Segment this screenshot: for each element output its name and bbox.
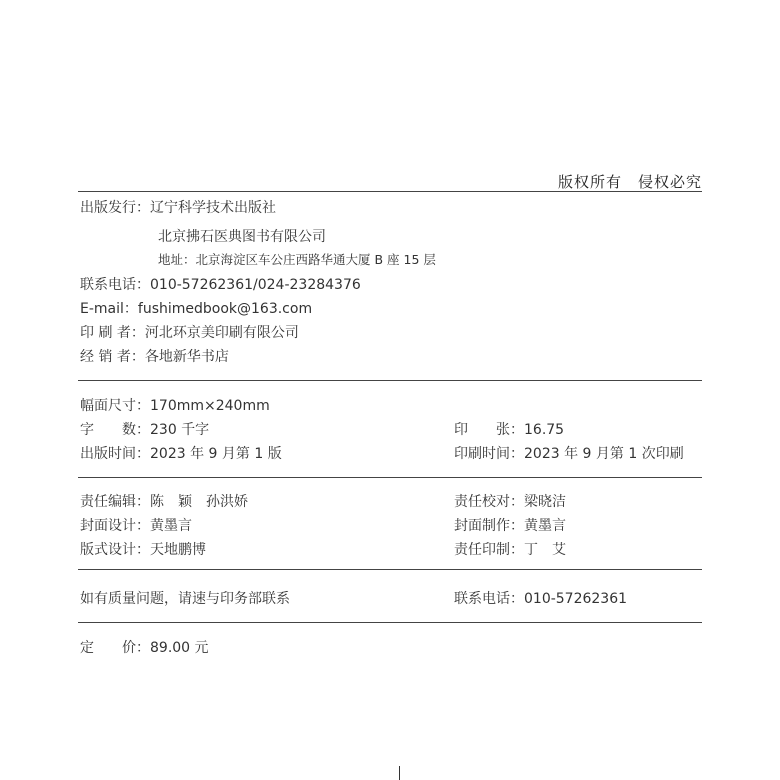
word-count-line: 字 数：230 千字: [80, 422, 210, 438]
quality-notice: 如有质量问题，请速与印务部联系: [80, 591, 290, 607]
divider: [78, 380, 702, 381]
quality-phone: 联系电话：010-57262361: [454, 591, 628, 607]
layout-design-line: 版式设计：天地鹏博: [80, 542, 206, 558]
divider: [78, 191, 702, 192]
divider: [78, 622, 702, 623]
print-supervisor-line: 责任印制：丁 艾: [454, 542, 566, 558]
printer-line: 印 刷 者：河北环京美印刷有限公司: [80, 325, 299, 341]
editor-line: 责任编辑：陈 颖 孙洪娇: [80, 494, 248, 510]
distributor-line: 经 销 者：各地新华书店: [80, 349, 229, 365]
page-edge-mark: [399, 766, 400, 780]
copyright-notice: 版权所有 侵权必究: [557, 173, 702, 191]
publisher-line: 出版发行：辽宁科学技术出版社: [80, 200, 276, 216]
format-line: 幅面尺寸：170mm×240mm: [80, 398, 270, 414]
cover-design-line: 封面设计：黄墨言: [80, 518, 192, 534]
divider: [78, 569, 702, 570]
sheets-line: 印 张：16.75: [454, 422, 565, 438]
cover-production-line: 封面制作：黄墨言: [454, 518, 566, 534]
proofreader-line: 责任校对：梁晓洁: [454, 494, 566, 510]
address-line: 地址：北京海淀区车公庄西路华通大厦 B 座 15 层: [158, 252, 436, 267]
co-publisher-line: 北京拂石医典图书有限公司: [158, 229, 326, 245]
print-date-line: 印刷时间：2023 年 9 月第 1 次印刷: [454, 446, 684, 462]
publish-date-line: 出版时间：2023 年 9 月第 1 版: [80, 446, 282, 462]
divider: [78, 477, 702, 478]
price-line: 定 价：89.00 元: [80, 640, 209, 656]
email-line: E-mail：fushimedbook@163.com: [80, 301, 313, 317]
phone-line: 联系电话：010-57262361/024-23284376: [80, 277, 361, 293]
